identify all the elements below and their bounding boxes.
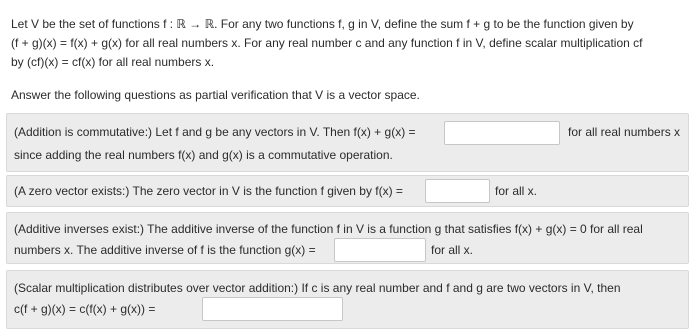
q3-prompt: numbers x. The additive inverse of f is the function g(x) = [14,243,316,257]
q1-suffix: for all real numbers x [568,125,681,139]
q3-suffix: for all x. [431,243,474,257]
q2-prompt: (A zero vector exists:) The zero vector in V is the function f given by f(x) = [14,184,403,198]
question-additive-inverse [6,212,689,264]
q4-line-1: (Scalar multiplication distributes over vector addition:) If c is any real number and f and g are two vectors in V, then [14,281,621,295]
q4-prompt: c(f + g)(x) = c(f(x) + g(x)) = [14,302,156,316]
intro-line-3: by (cf)(x) = cf(x) for all real numbers x. [11,55,215,69]
q1-answer-field[interactable] [444,121,560,145]
intro-line-2: (f + g)(x) = f(x) + g(x) for all real numbers x. For any real number c and any function f in V, define scalar multiplication cf [11,36,643,50]
q1-answer-input[interactable] [445,122,559,144]
question-commutative [6,113,689,172]
q3-answer-field[interactable] [334,238,426,262]
q2-suffix: for all x. [495,184,538,198]
instruction-text: Answer the following questions as partial verification that V is a vector space. [11,88,420,102]
q1-prompt: (Addition is commutative:) Let f and g be any vectors in V. Then f(x) + g(x) = [14,125,416,139]
question-scalar-distributes [6,270,689,329]
q3-answer-input[interactable] [335,239,425,261]
q4-answer-field[interactable] [202,297,343,321]
q1-line-2: since adding the real numbers f(x) and g(x) is a commutative operation. [14,148,393,162]
question-zero-vector [6,175,689,207]
q3-line-1: (Additive inverses exist:) The additive inverse of the function f in V is a function g that satisfies f(x) + g(x) = 0 for all real [14,222,643,236]
q2-answer-input[interactable] [426,180,489,202]
q4-answer-input[interactable] [203,298,342,320]
intro-line-1: Let V be the set of functions f : ℝ → ℝ. For any two functions f, g in V, define the sum f + g to be the function given by [11,17,634,31]
q2-answer-field[interactable] [425,179,490,203]
